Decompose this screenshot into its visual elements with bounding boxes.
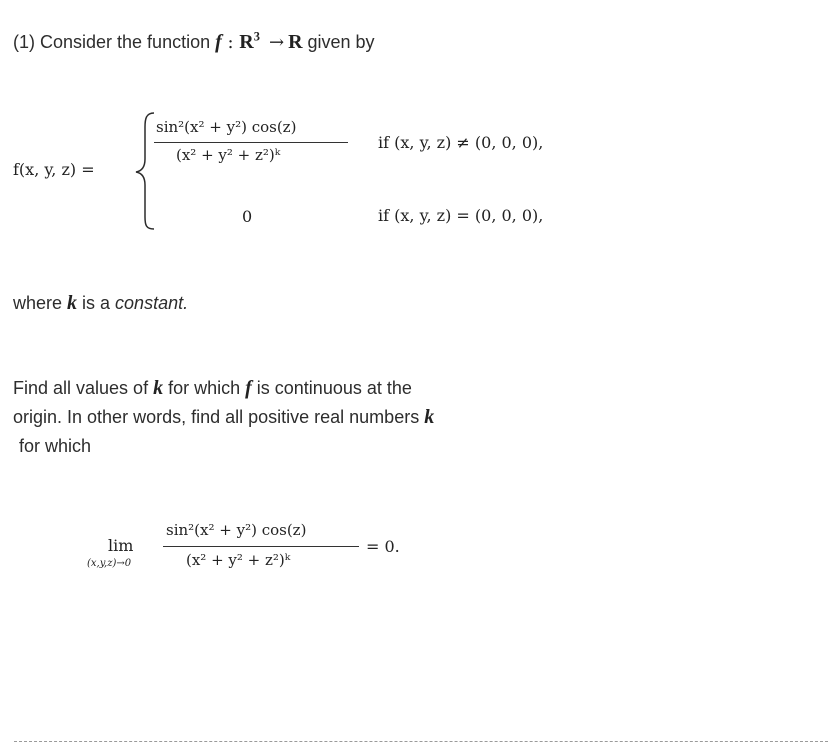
intro-function-symbol: f — [215, 31, 222, 53]
bottom-dashed-rule — [14, 741, 828, 742]
question-line-3: for which — [19, 436, 92, 456]
where-middle: is a — [77, 293, 116, 313]
where-constant: constant. — [115, 293, 189, 313]
limit-subscript: (x,y,z)→0 — [87, 558, 132, 569]
question-line1-mid: for which — [163, 378, 246, 398]
limit-lim: lim — [108, 536, 134, 555]
limit-denominator: (x² + y² + z²)ᵏ — [186, 551, 291, 569]
question-line2-prefix: origin. In other words, find all positive real numbers — [13, 407, 425, 427]
intro-colon: : — [221, 32, 240, 53]
limit-fraction-bar — [163, 546, 359, 547]
limit-numerator: sin²(x² + y²) cos(z) — [166, 521, 307, 539]
where-prefix: where — [13, 293, 68, 313]
intro-line — [13, 31, 375, 54]
intro-codomain: R — [288, 31, 303, 53]
question-line-1 — [13, 377, 412, 399]
intro-domain-exponent: 3 — [253, 29, 260, 44]
intro-domain: $R^3$ — [239, 29, 260, 53]
question-line1-suffix: is continuous at the — [251, 378, 412, 398]
case1-numerator: sin²(x² + y²) cos(z) — [156, 118, 297, 136]
question-line1-k: k — [153, 377, 164, 399]
question-line2-k: k — [424, 406, 435, 428]
case1-condition: if (x, y, z) ≠ (0, 0, 0), — [378, 133, 544, 152]
where-line — [13, 292, 188, 314]
case2-value: 0 — [242, 207, 253, 226]
intro-suffix: given by — [302, 32, 375, 52]
limit-rhs: = 0. — [366, 537, 400, 556]
intro-arrow: → — [268, 32, 285, 53]
case2-condition: if (x, y, z) = (0, 0, 0), — [378, 206, 544, 225]
case1-fraction-bar — [154, 142, 348, 143]
question-line-2 — [13, 406, 434, 428]
intro-prefix: (1) Consider the function — [13, 32, 216, 52]
where-k: k — [67, 292, 78, 314]
question-line1-f: f — [245, 377, 252, 399]
case1-denominator: (x² + y² + z²)ᵏ — [176, 146, 281, 164]
question-line1-prefix: Find all values of — [13, 378, 154, 398]
definition-lhs: f(x, y, z) = — [13, 160, 95, 179]
